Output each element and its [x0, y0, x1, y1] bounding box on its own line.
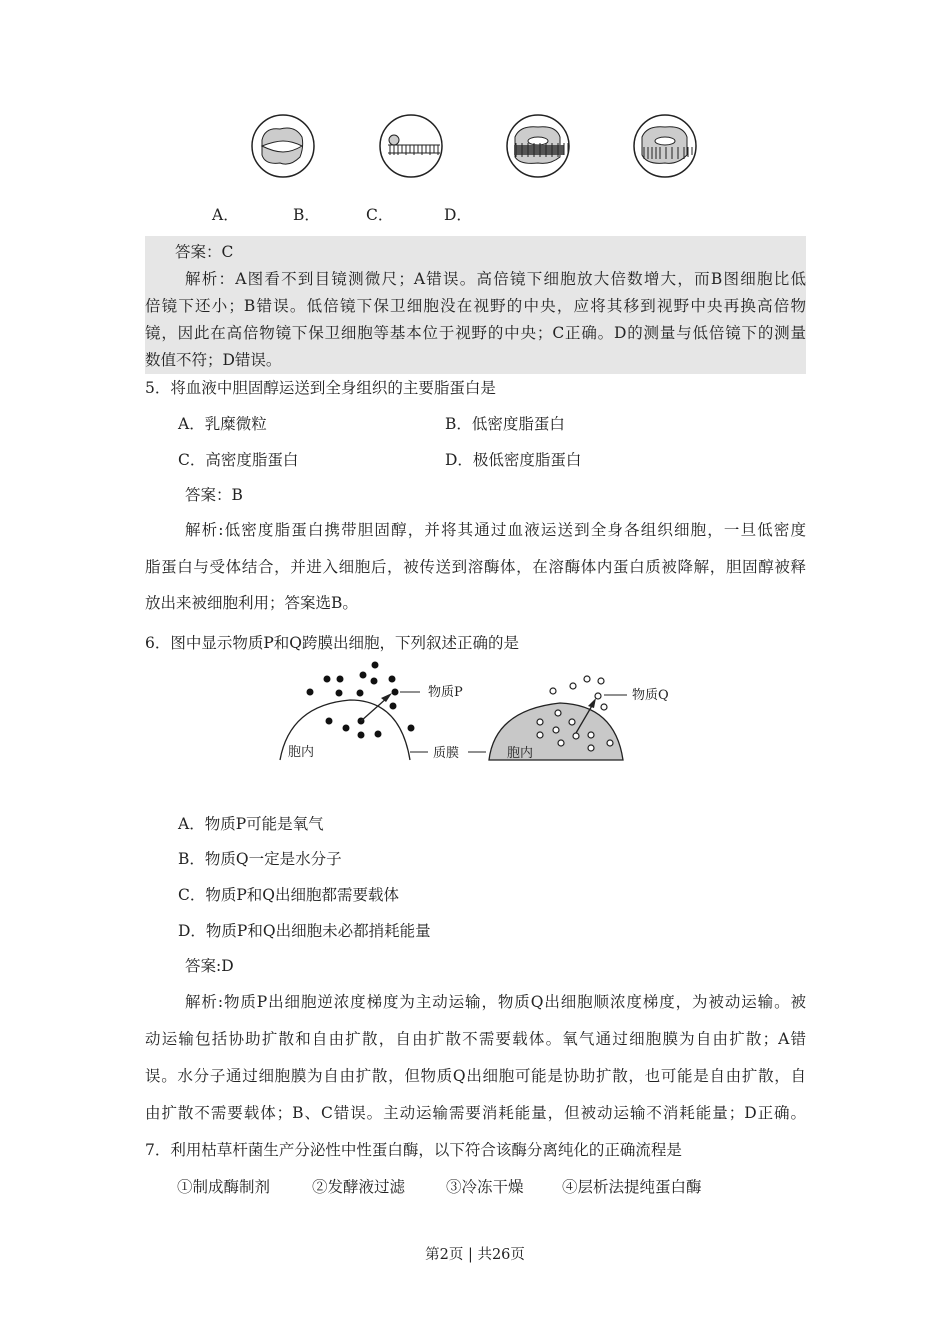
explanation-q5-line: 脂蛋白与受体结合，并进入细胞后，被传送到溶酶体，在溶酶体内蛋白质被降解，胆固醇被释 [145, 558, 806, 576]
explanation-q5-line: 放出来被细胞利用；答案选B。 [145, 594, 358, 612]
membrane-transport-figure [260, 660, 690, 770]
label-inside-left: 胞内 [288, 745, 315, 760]
figure-label-c: C． [366, 206, 394, 224]
figure-label-b: B． [293, 206, 320, 224]
page-footer: 第2页 | 共26页 [425, 1247, 525, 1263]
q6-option-c: C．物质P和Q出细胞都需要载体 [178, 886, 399, 904]
q7-item-4: ④层析法提纯蛋白酶 [562, 1178, 702, 1196]
answer-q6: 答案:D [185, 957, 234, 975]
q7-item-1: ①制成酶制剂 [177, 1178, 271, 1196]
q6-option-d: D．物质P和Q出细胞未必都捎耗能量 [178, 922, 431, 940]
explanation-q5-line: 解析:低密度脂蛋白携带胆固醇，并将其通过血液运送到全身各组织细胞，一旦低密度 [185, 521, 806, 539]
explanation-q4-line: 数值不符；D错误。 [145, 351, 282, 369]
q5-option-c: C．高密度脂蛋白 [178, 451, 299, 469]
q6-option-b: B．物质Q一定是水分子 [178, 850, 342, 868]
explanation-q6-line: 误。水分子通过细胞膜为自由扩散，但物质Q出细胞可能是协助扩散，也可能是自由扩散，自 [145, 1067, 806, 1085]
question-7-stem: 7．利用枯草杆菌生产分泌性中性蛋白酶，以下符合该酶分离纯化的正确流程是 [145, 1141, 682, 1159]
microscope-view-figures [240, 105, 710, 185]
view-d-figure [634, 115, 696, 177]
question-5-stem: 5．将血液中胆固醇运送到全身组织的主要脂蛋白是 [145, 379, 496, 397]
q7-item-2: ②发酵液过滤 [312, 1178, 406, 1196]
figure-label-a: A． [212, 206, 239, 224]
view-c-figure [507, 115, 569, 177]
explanation-q4-line: 解析：A图看不到目镜测微尺；A错误。高倍镜下细胞放大倍数增大，而B图细胞比低 [185, 270, 806, 288]
q5-option-b: B．低密度脂蛋白 [445, 415, 565, 433]
label-substance-p: 物质P [428, 685, 463, 700]
label-inside-right: 胞内 [507, 746, 534, 761]
view-a-figure [252, 115, 314, 177]
label-substance-q: 物质Q [632, 688, 669, 703]
explanation-q6-line: 由扩散不需要载体；B、C错误。主动运输需要消耗能量，但被动运输不消耗能量；D正确。 [145, 1104, 806, 1122]
explanation-q6-line: 动运输包括协助扩散和自由扩散，自由扩散不需要载体。氧气通过细胞膜为自由扩散；A错 [145, 1030, 806, 1048]
view-b-figure [380, 115, 442, 177]
figure-label-d: D． [444, 206, 472, 224]
q6-option-a: A．物质P可能是氧气 [178, 815, 324, 833]
answer-q4: 答案：C [175, 243, 234, 261]
question-6-stem: 6．图中显示物质P和Q跨膜出细胞，下列叙述正确的是 [145, 634, 519, 652]
q5-option-a: A．乳糜微粒 [178, 415, 267, 433]
q5-option-d: D．极低密度脂蛋白 [445, 451, 582, 469]
answer-q5: 答案：B [185, 486, 243, 504]
explanation-q4-line: 镜，因此在高倍物镜下保卫细胞等基本位于视野的中央；C正确。D的测量与低倍镜下的测量 [145, 324, 806, 342]
explanation-q4-line: 倍镜下还小；B错误。低倍镜下保卫细胞没在视野的中央，应将其移到视野中央再换高倍物 [145, 297, 806, 315]
q7-item-3: ③冷冻干燥 [446, 1178, 524, 1196]
explanation-q6-line: 解析:物质P出细胞逆浓度梯度为主动运输，物质Q出细胞顺浓度梯度，为被动运输。被 [185, 993, 806, 1011]
label-membrane: 质膜 [433, 746, 460, 761]
